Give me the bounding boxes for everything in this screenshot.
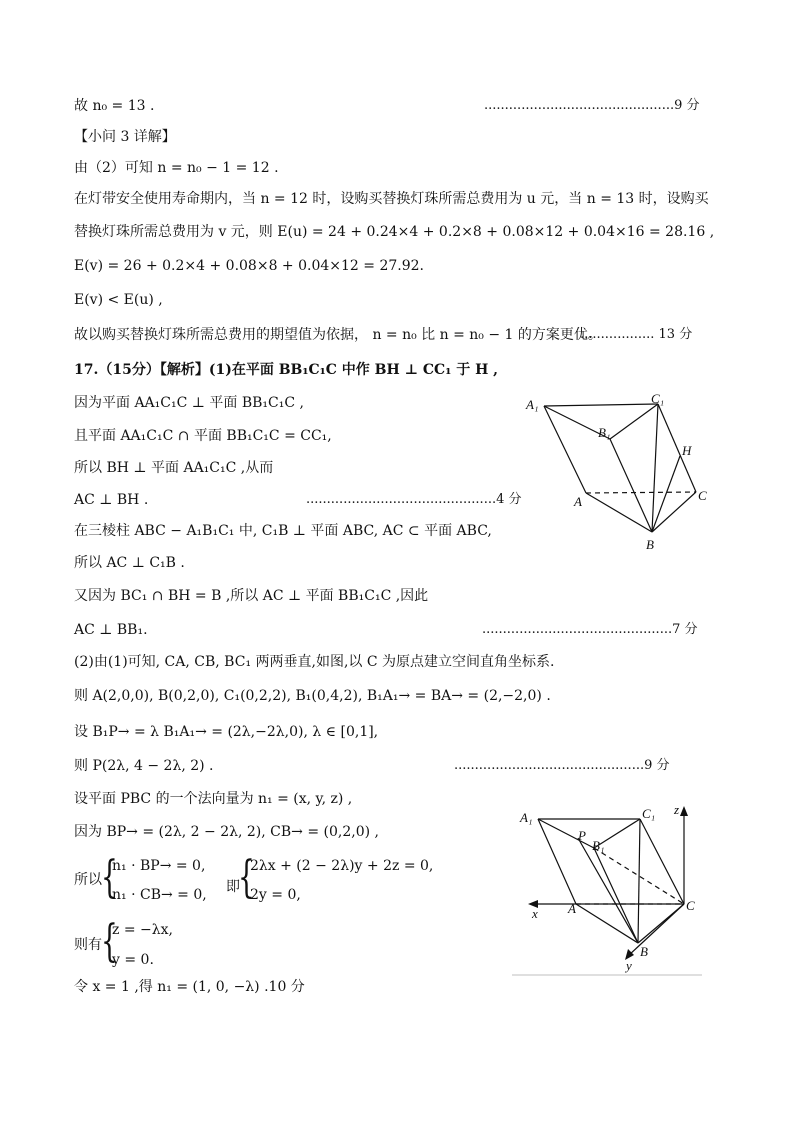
text-line: (2)由(1)可知, CA, CB, BC₁ 两两垂直,如图,以 C 为原点建立空间直角坐标系. <box>74 654 555 670</box>
equation-line: n₁ · CB→ = 0, <box>112 887 207 903</box>
equation-line: y = 0. <box>112 952 154 968</box>
text-line: 设平面 PBC 的一个法向量为 n₁ = (x, y, z) , <box>74 791 353 807</box>
label-ji: 即 <box>226 879 240 895</box>
label-zeyou: 则有 <box>74 937 102 953</box>
text-line: 则 P(2λ, 4 − 2λ, 2) . <box>74 758 214 774</box>
fig1-label-C: C <box>698 488 707 503</box>
text-line: 所以 AC ⊥ C₁B . <box>74 555 185 571</box>
text-line: 在灯带安全使用寿命期内，当 n = 12 时，设购买替换灯珠所需总费用为 u 元，当 n = 13 时，设购买 <box>74 191 709 207</box>
equation-line: n₁ · BP→ = 0, <box>112 858 206 874</box>
fig1-label-B: B <box>646 537 654 552</box>
fig2-label-y: y <box>626 958 632 973</box>
fig2-label-A: A <box>568 901 576 916</box>
fig2-label-C1: C₁ <box>642 806 656 821</box>
left-brace: { <box>238 852 255 903</box>
text-line: AC ⊥ BH . <box>74 492 149 508</box>
fig1-label-H: H <box>682 443 692 458</box>
text-line: 所以 BH ⊥ 平面 AA₁C₁C ,从而 <box>74 460 274 476</box>
text-line: 设 B₁P→ = λ B₁A₁→ = (2λ,−2λ,0), λ ∈ [0,1], <box>74 724 379 740</box>
text-line: E(v) = 26 + 0.2×4 + 0.08×8 + 0.04×12 = 27.92. <box>74 258 424 274</box>
fig1-label-C1: C₁ <box>651 391 665 406</box>
prism-figure-2 <box>512 798 702 978</box>
fig2-label-x: x <box>532 906 538 921</box>
score-mark: .................. 13 分 <box>580 327 693 342</box>
text-line: 故以购买替换灯珠所需总费用的期望值为依据， n = n₀ 比 n = n₀ − 1 的方案更优。 <box>74 327 602 343</box>
text-line: 故 n₀ = 13 . <box>74 98 155 114</box>
text-line: 因为平面 AA₁C₁C ⊥ 平面 BB₁C₁C , <box>74 395 304 411</box>
fig1-label-B1: B₁ <box>598 425 611 440</box>
fig2-label-A1: A₁ <box>520 810 533 825</box>
problem-17-heading: 17.（15分）【解析】(1)在平面 BB₁C₁C 中作 BH ⊥ CC₁ 于 H , <box>74 362 499 378</box>
fig2-label-B: B <box>640 944 648 959</box>
text-line: 由（2）可知 n = n₀ − 1 = 12 . <box>74 160 279 176</box>
score-mark: ..............................................9 分 <box>484 98 700 113</box>
equation-line: 2y = 0, <box>250 887 301 903</box>
label-suoyi: 所以 <box>74 872 102 888</box>
equation-line: 2λx + (2 − 2λ)y + 2z = 0, <box>250 858 434 874</box>
text-line: 又因为 BC₁ ∩ BH = B ,所以 AC ⊥ 平面 BB₁C₁C ,因此 <box>74 588 429 604</box>
score-mark: ..............................................7 分 <box>482 622 698 637</box>
fig1-label-A1: A₁ <box>526 397 539 412</box>
fig2-label-P: P <box>578 828 586 843</box>
fig1-label-A: A <box>574 494 582 509</box>
text-line: 且平面 AA₁C₁C ∩ 平面 BB₁C₁C = CC₁, <box>74 428 332 444</box>
text-line: AC ⊥ BB₁. <box>74 622 148 638</box>
text-line: 在三棱柱 ABC − A₁B₁C₁ 中, C₁B ⊥ 平面 ABC, AC ⊂ 平面 ABC, <box>74 523 492 539</box>
fig2-label-B1: B₁ <box>592 838 605 853</box>
prism-figure-1 <box>520 390 720 560</box>
fig2-label-z: z <box>674 802 680 817</box>
equation-line: z = −λx, <box>112 922 173 938</box>
text-line: 替换灯珠所需总费用为 v 元，则 E(u) = 24 + 0.24×4 + 0.2×8 + 0.08×12 + 0.04×16 = 28.16 , <box>74 224 715 240</box>
section-heading: 【小问 3 详解】 <box>74 129 176 145</box>
score-mark: ..............................................4 分 <box>306 492 522 507</box>
left-brace: { <box>101 852 118 903</box>
text-line: 令 x = 1 ,得 n₁ = (1, 0, −λ) .10 分 <box>74 979 305 995</box>
score-mark: ..............................................9 分 <box>454 758 670 773</box>
text-line: 则 A(2,0,0), B(0,2,0), C₁(0,2,2), B₁(0,4,2), B₁A₁→ = BA→ = (2,−2,0) . <box>74 688 551 704</box>
left-brace: { <box>101 916 118 967</box>
text-line: E(v) < E(u) , <box>74 292 163 308</box>
fig2-label-C: C <box>686 898 695 913</box>
text-line: 因为 BP→ = (2λ, 2 − 2λ, 2), CB→ = (0,2,0) , <box>74 824 379 840</box>
